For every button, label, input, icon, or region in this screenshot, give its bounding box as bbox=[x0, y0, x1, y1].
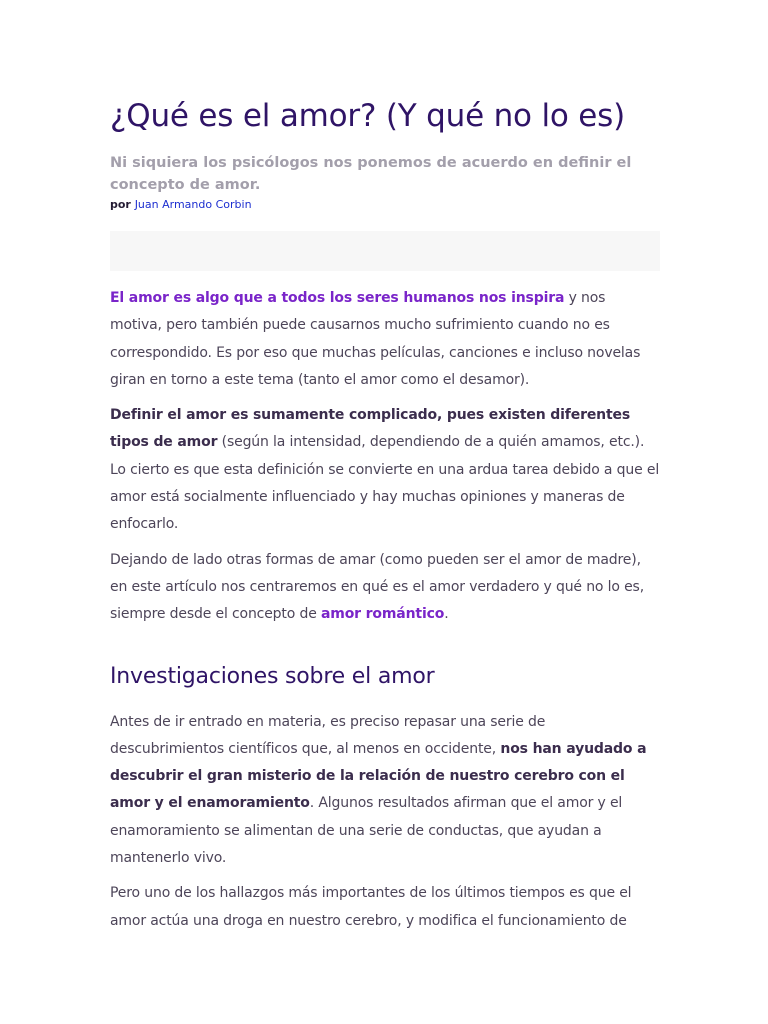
paragraph-5: Pero uno de los hallazgos más importantes de los últimos tiempos es que el amor actúa una droga en nuestro cerebro, y modifica el funcionamiento de bbox=[110, 885, 632, 929]
article-subtitle: Ni siquiera los psicólogos nos ponemos de acuerdo en definir el concepto de amor. bbox=[110, 155, 632, 193]
ad-placeholder bbox=[110, 231, 660, 271]
paragraph-3-end: . bbox=[444, 606, 449, 623]
section-heading: Investigaciones sobre el amor bbox=[110, 663, 435, 689]
paragraph-3 bbox=[110, 547, 660, 629]
article-title: ¿Qué es el amor? (Y qué no lo es) bbox=[110, 98, 626, 134]
paragraph-4-rest: . Algunos resultados afirman que el amor y el enamoramiento se alimentan de una serie de conductas, que ayudan a mantenerlo vivo. bbox=[110, 795, 623, 867]
paragraph-2-bold: Definir el amor es sumamente complicado, pues existen diferentes tipos de amor bbox=[110, 407, 631, 451]
paragraph-2-text: (según la intensidad, dependiendo de a quién amamos, etc.). Lo cierto es que esta definición se convierte en una ardua tarea debido a que el amor está socialmente influenciado y hay muchas opiniones y maneras de enfocarlo. bbox=[110, 434, 660, 533]
paragraph-2 bbox=[110, 402, 660, 538]
author-link[interactable]: Juan Armando Corbin bbox=[134, 198, 252, 211]
paragraph-3-text: Dejando de lado otras formas de amar (como pueden ser el amor de madre), en este artículo nos centraremos en qué es el amor verdadero y qué no lo es, siempre desde el concepto de bbox=[110, 551, 644, 623]
article-content bbox=[110, 96, 660, 935]
paragraph-1 bbox=[110, 285, 660, 394]
paragraph-4-text: Antes de ir entrado en materia, es preciso repasar una serie de descubrimientos científicos que, al menos en occidente, bbox=[110, 713, 546, 757]
byline bbox=[110, 197, 660, 213]
paragraph-1-text: y nos motiva, pero también puede causarnos mucho sufrimiento cuando no es correspondido. Es por eso que muchas películas, canciones e incluso novelas giran en torno a este tema (tanto el amor como el desamor). bbox=[110, 290, 641, 388]
paragraph-4 bbox=[110, 709, 660, 873]
amor-romantico-link[interactable]: amor romántico bbox=[320, 606, 445, 623]
paragraph-4-bold: nos han ayudado a descubrir el gran misterio de la relación de nuestro cerebro con el amor y el enamoramiento bbox=[110, 740, 647, 812]
byline-prefix: por bbox=[110, 198, 135, 211]
paragraph-1-highlight: El amor es algo que a todos los seres humanos nos inspira bbox=[110, 290, 565, 306]
